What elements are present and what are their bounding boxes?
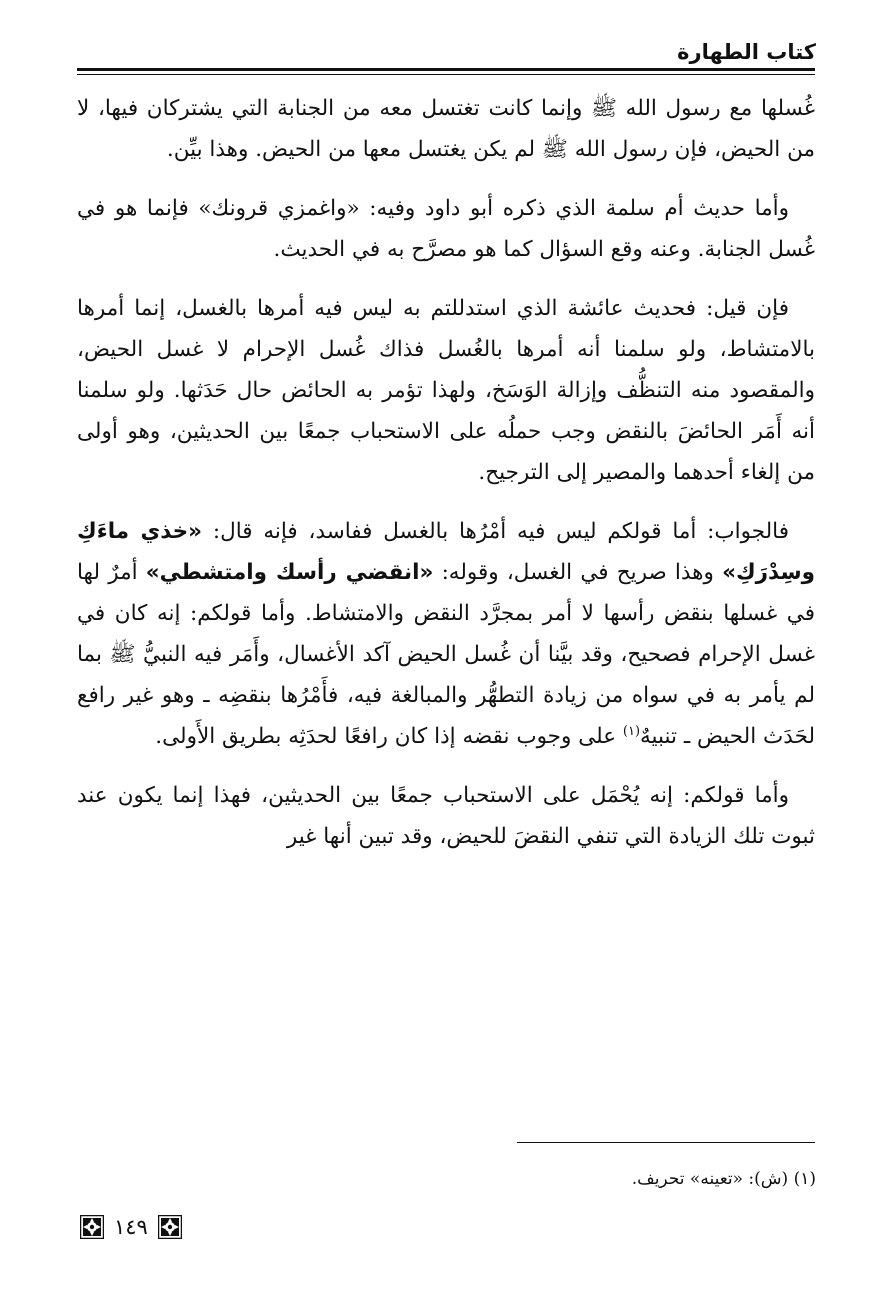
footnote-text: (١) (ش): «تعينه» تحريف. <box>631 1169 816 1189</box>
floral-ornament-icon <box>80 1215 104 1239</box>
page-number: ١٤٩ <box>114 1215 148 1239</box>
footnote-separator <box>517 1142 815 1143</box>
paragraph-4-part-2: وهذا صريح في الغسل، وقوله: <box>433 560 723 585</box>
paragraph-4-part-1: فالجواب: أما قولكم ليس فيه أمْرُها بالغسل ففاسد، فإنه قال: <box>202 519 790 544</box>
floral-ornament-icon <box>158 1215 182 1239</box>
footnote-reference[interactable]: (١) <box>622 723 641 739</box>
running-header-title: كتاب الطهارة <box>677 40 816 64</box>
main-text <box>77 88 815 875</box>
header-rule-thick <box>77 68 815 71</box>
paragraph-4-part-4: على وجوب نقضه إذا كان رافعًا لحدَثِه بطريق الأَولى. <box>155 724 623 749</box>
paragraph-4 <box>77 511 815 757</box>
paragraph-4-part-3: أمرٌ لها في غسلها بنقض رأسها لا أمر بمجرَّد النقض والامتشاط. وأما قولكم: إنه كان في غسل الإحرام فصحيح، وقد بيَّنا أن غُسل الحيض آكد الأغسال، وأَمَر فيه النبيُّ ﷺ بما لم يأمر به في سواه من زيادة التطهُّر والمبالغة فيه، فأَمْرُها بنقضِه ـ وهو غير رافع لحَدَث الحيض ـ تنبيهٌ <box>77 560 815 749</box>
quote-unqudi-rasik: «انقضي رأسك وامتشطي» <box>145 560 434 585</box>
header-rule-thin <box>77 74 815 75</box>
paragraph-5: وأما قولكم: إنه يُحْمَل على الاستحباب جمعًا بين الحديثين، فهذا إنما يكون عند ثبوت تلك الزيادة التي تنفي النقضَ للحيض، وقد تبين أنها غير <box>77 783 815 849</box>
paragraph-1: غُسلها مع رسول الله ﷺ وإنما كانت تغتسل معه من الجنابة التي يشتركان فيها، لا من الحيض، فإن رسول الله ﷺ لم يكن يغتسل معها من الحيض. وهذا بيِّن. <box>77 96 815 162</box>
paragraph-2: وأما حديث أم سلمة الذي ذكره أبو داود وفيه: «واغمزي قرونك» فإنما هو في غُسل الجنابة. وعنه وقع السؤال كما هو مصرَّح به في الحديث. <box>77 196 815 262</box>
quote-khudhi-maaki: «خذي ماءَكِ وسِدْرَكِ» <box>77 519 815 585</box>
page-number-block <box>80 1212 182 1242</box>
paragraph-3: فإن قيل: فحديث عائشة الذي استدللتم به ليس فيه أمرها بالغسل، إنما أمرها بالامتشاط، ولو سلمنا أنه أمرها بالغُسل فذاك غُسل الإحرام لا غسل الحيض، والمقصود منه التنظُّف وإزالة الوَسَخ، ولهذا تؤمر به الحائض حال حَدَثها. ولو سلمنا أنه أَمَر الحائضَ بالنقض وجب حملُه على الاستحباب جمعًا بين الحديثين، وهو أولى من إلغاء أحدهما والمصير إلى الترجيح. <box>77 296 815 485</box>
